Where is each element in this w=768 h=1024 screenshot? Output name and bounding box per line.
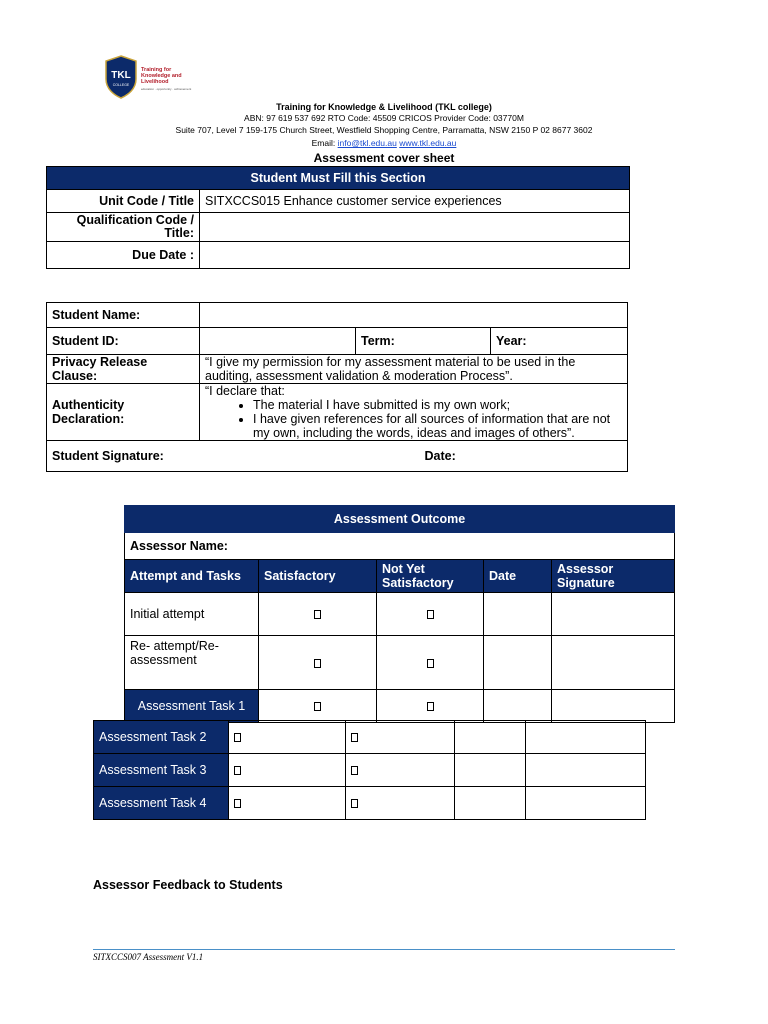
date-cell[interactable] <box>455 787 526 820</box>
not-yet-satisfactory-cell[interactable] <box>346 721 455 754</box>
checkbox-icon[interactable] <box>427 659 434 668</box>
student-id-field[interactable] <box>200 328 356 355</box>
row-assessment-task-2: Assessment Task 2 <box>94 721 229 754</box>
signature-row[interactable] <box>47 441 628 472</box>
unit-label: Unit Code / Title <box>47 190 200 213</box>
checkbox-icon[interactable] <box>351 766 358 775</box>
signature-cell[interactable] <box>552 690 675 723</box>
authenticity-points <box>205 398 622 440</box>
qualification-field[interactable] <box>200 213 630 242</box>
checkbox-icon[interactable] <box>234 766 241 775</box>
not-yet-satisfactory-cell[interactable] <box>377 636 484 690</box>
assessor-feedback-label: Assessor Feedback to Students <box>93 878 283 892</box>
unit-value[interactable]: SITXCCS015 Enhance customer service experiences <box>200 190 630 213</box>
satisfactory-cell[interactable] <box>259 690 377 723</box>
checkbox-icon[interactable] <box>314 610 321 619</box>
privacy-label <box>47 355 200 384</box>
email-link[interactable]: info@tkl.edu.au <box>337 138 397 148</box>
org-address: Suite 707, Level 7 159-175 Church Street, Westfield Shopping Centre, Parramatta, NSW 2150 P 02 8677 3602 <box>175 125 593 135</box>
row-assessment-task-4: Assessment Task 4 <box>94 787 229 820</box>
footer-divider <box>93 949 675 950</box>
authenticity-label-line2: Declaration: <box>52 412 125 426</box>
org-name: Training for Knowledge & Livelihood (TKL college) <box>276 102 492 112</box>
privacy-label-line1: Privacy Release <box>52 355 148 369</box>
date-cell[interactable] <box>484 593 552 636</box>
date-cell[interactable] <box>484 636 552 690</box>
college-logo <box>104 55 192 101</box>
satisfactory-cell[interactable] <box>229 787 346 820</box>
student-section-table <box>46 166 630 269</box>
footer-text: SITXCCS007 Assessment V1.1 <box>93 952 204 962</box>
not-yet-satisfactory-cell[interactable] <box>377 593 484 636</box>
student-id-label: Student ID: <box>47 328 200 355</box>
page-title: Assessment cover sheet <box>313 151 455 165</box>
website-link[interactable]: www.tkl.edu.au <box>399 138 457 148</box>
org-email-line <box>0 138 768 149</box>
year-label[interactable]: Year: <box>491 328 628 355</box>
date-cell[interactable] <box>455 721 526 754</box>
signature-date-label: Date: <box>424 449 456 463</box>
authenticity-label-line1: Authenticity <box>52 398 125 412</box>
satisfactory-cell[interactable] <box>259 593 377 636</box>
col-assessor-signature: Assessor Signature <box>552 560 675 593</box>
authenticity-point: • The material I have submitted is my own work; <box>253 398 622 412</box>
satisfactory-cell[interactable] <box>229 754 346 787</box>
student-details-table <box>46 302 628 472</box>
col-satisfactory: Satisfactory <box>259 560 377 593</box>
checkbox-icon[interactable] <box>314 659 321 668</box>
due-date-field[interactable] <box>200 242 630 269</box>
satisfactory-cell[interactable] <box>259 636 377 690</box>
checkbox-icon[interactable] <box>234 733 241 742</box>
row-assessment-task-1: Assessment Task 1 <box>125 690 259 723</box>
authenticity-label <box>47 384 200 441</box>
satisfactory-cell[interactable] <box>229 721 346 754</box>
col-not-yet-satisfactory: Not Yet Satisfactory <box>377 560 484 593</box>
logo-mark: TKL <box>111 70 131 81</box>
authenticity-point: • I have given references for all sources of information that are not my own, including the words, ideas and images of others”. <box>253 412 622 440</box>
signature-cell[interactable] <box>526 754 646 787</box>
checkbox-icon[interactable] <box>314 702 321 711</box>
qualification-label <box>47 213 200 242</box>
authenticity-declaration <box>200 384 628 441</box>
col-date: Date <box>484 560 552 593</box>
email-label: Email: <box>311 138 336 148</box>
row-reattempt: Re- attempt/Re-assessment <box>125 636 259 690</box>
signature-cell[interactable] <box>526 787 646 820</box>
logo-mark-sub: COLLEGE <box>112 83 130 87</box>
qualification-label-line1: Qualification Code / <box>76 213 194 227</box>
checkbox-icon[interactable] <box>427 702 434 711</box>
not-yet-satisfactory-cell[interactable] <box>377 690 484 723</box>
assessment-outcome-table <box>124 505 675 723</box>
col-attempt-tasks: Attempt and Tasks <box>125 560 259 593</box>
signature-label: Student Signature: <box>52 449 164 463</box>
term-label[interactable]: Term: <box>356 328 491 355</box>
qualification-label-line2: Title: <box>164 226 194 240</box>
logo-subtext: education · opportunity · achievement <box>141 87 192 91</box>
assessor-name-label[interactable]: Assessor Name: <box>125 533 675 560</box>
row-assessment-task-3: Assessment Task 3 <box>94 754 229 787</box>
checkbox-icon[interactable] <box>351 733 358 742</box>
row-initial-attempt: Initial attempt <box>125 593 259 636</box>
task-rows-table <box>93 720 646 820</box>
logo-text: Training for Knowledge and Livelihood <box>141 67 182 85</box>
privacy-text: “I give my permission for my assessment material to be used in the auditing, assessment validation & moderation Process”. <box>200 355 628 384</box>
signature-cell[interactable] <box>552 636 675 690</box>
checkbox-icon[interactable] <box>234 799 241 808</box>
due-date-label: Due Date : <box>47 242 200 269</box>
checkbox-icon[interactable] <box>351 799 358 808</box>
signature-cell[interactable] <box>526 721 646 754</box>
student-name-field[interactable] <box>200 303 628 328</box>
date-cell[interactable] <box>484 690 552 723</box>
not-yet-satisfactory-cell[interactable] <box>346 787 455 820</box>
checkbox-icon[interactable] <box>427 610 434 619</box>
shield-logo-icon <box>104 55 138 99</box>
not-yet-satisfactory-cell[interactable] <box>346 754 455 787</box>
student-section-heading: Student Must Fill this Section <box>47 167 630 190</box>
authenticity-intro: “I declare that: <box>205 384 285 398</box>
date-cell[interactable] <box>455 754 526 787</box>
org-abn: ABN: 97 619 537 692 RTO Code: 45509 CRICOS Provider Code: 03770M <box>244 113 524 123</box>
signature-cell[interactable] <box>552 593 675 636</box>
outcome-heading: Assessment Outcome <box>125 506 675 533</box>
student-name-label: Student Name: <box>47 303 200 328</box>
privacy-label-line2: Clause: <box>52 369 98 383</box>
